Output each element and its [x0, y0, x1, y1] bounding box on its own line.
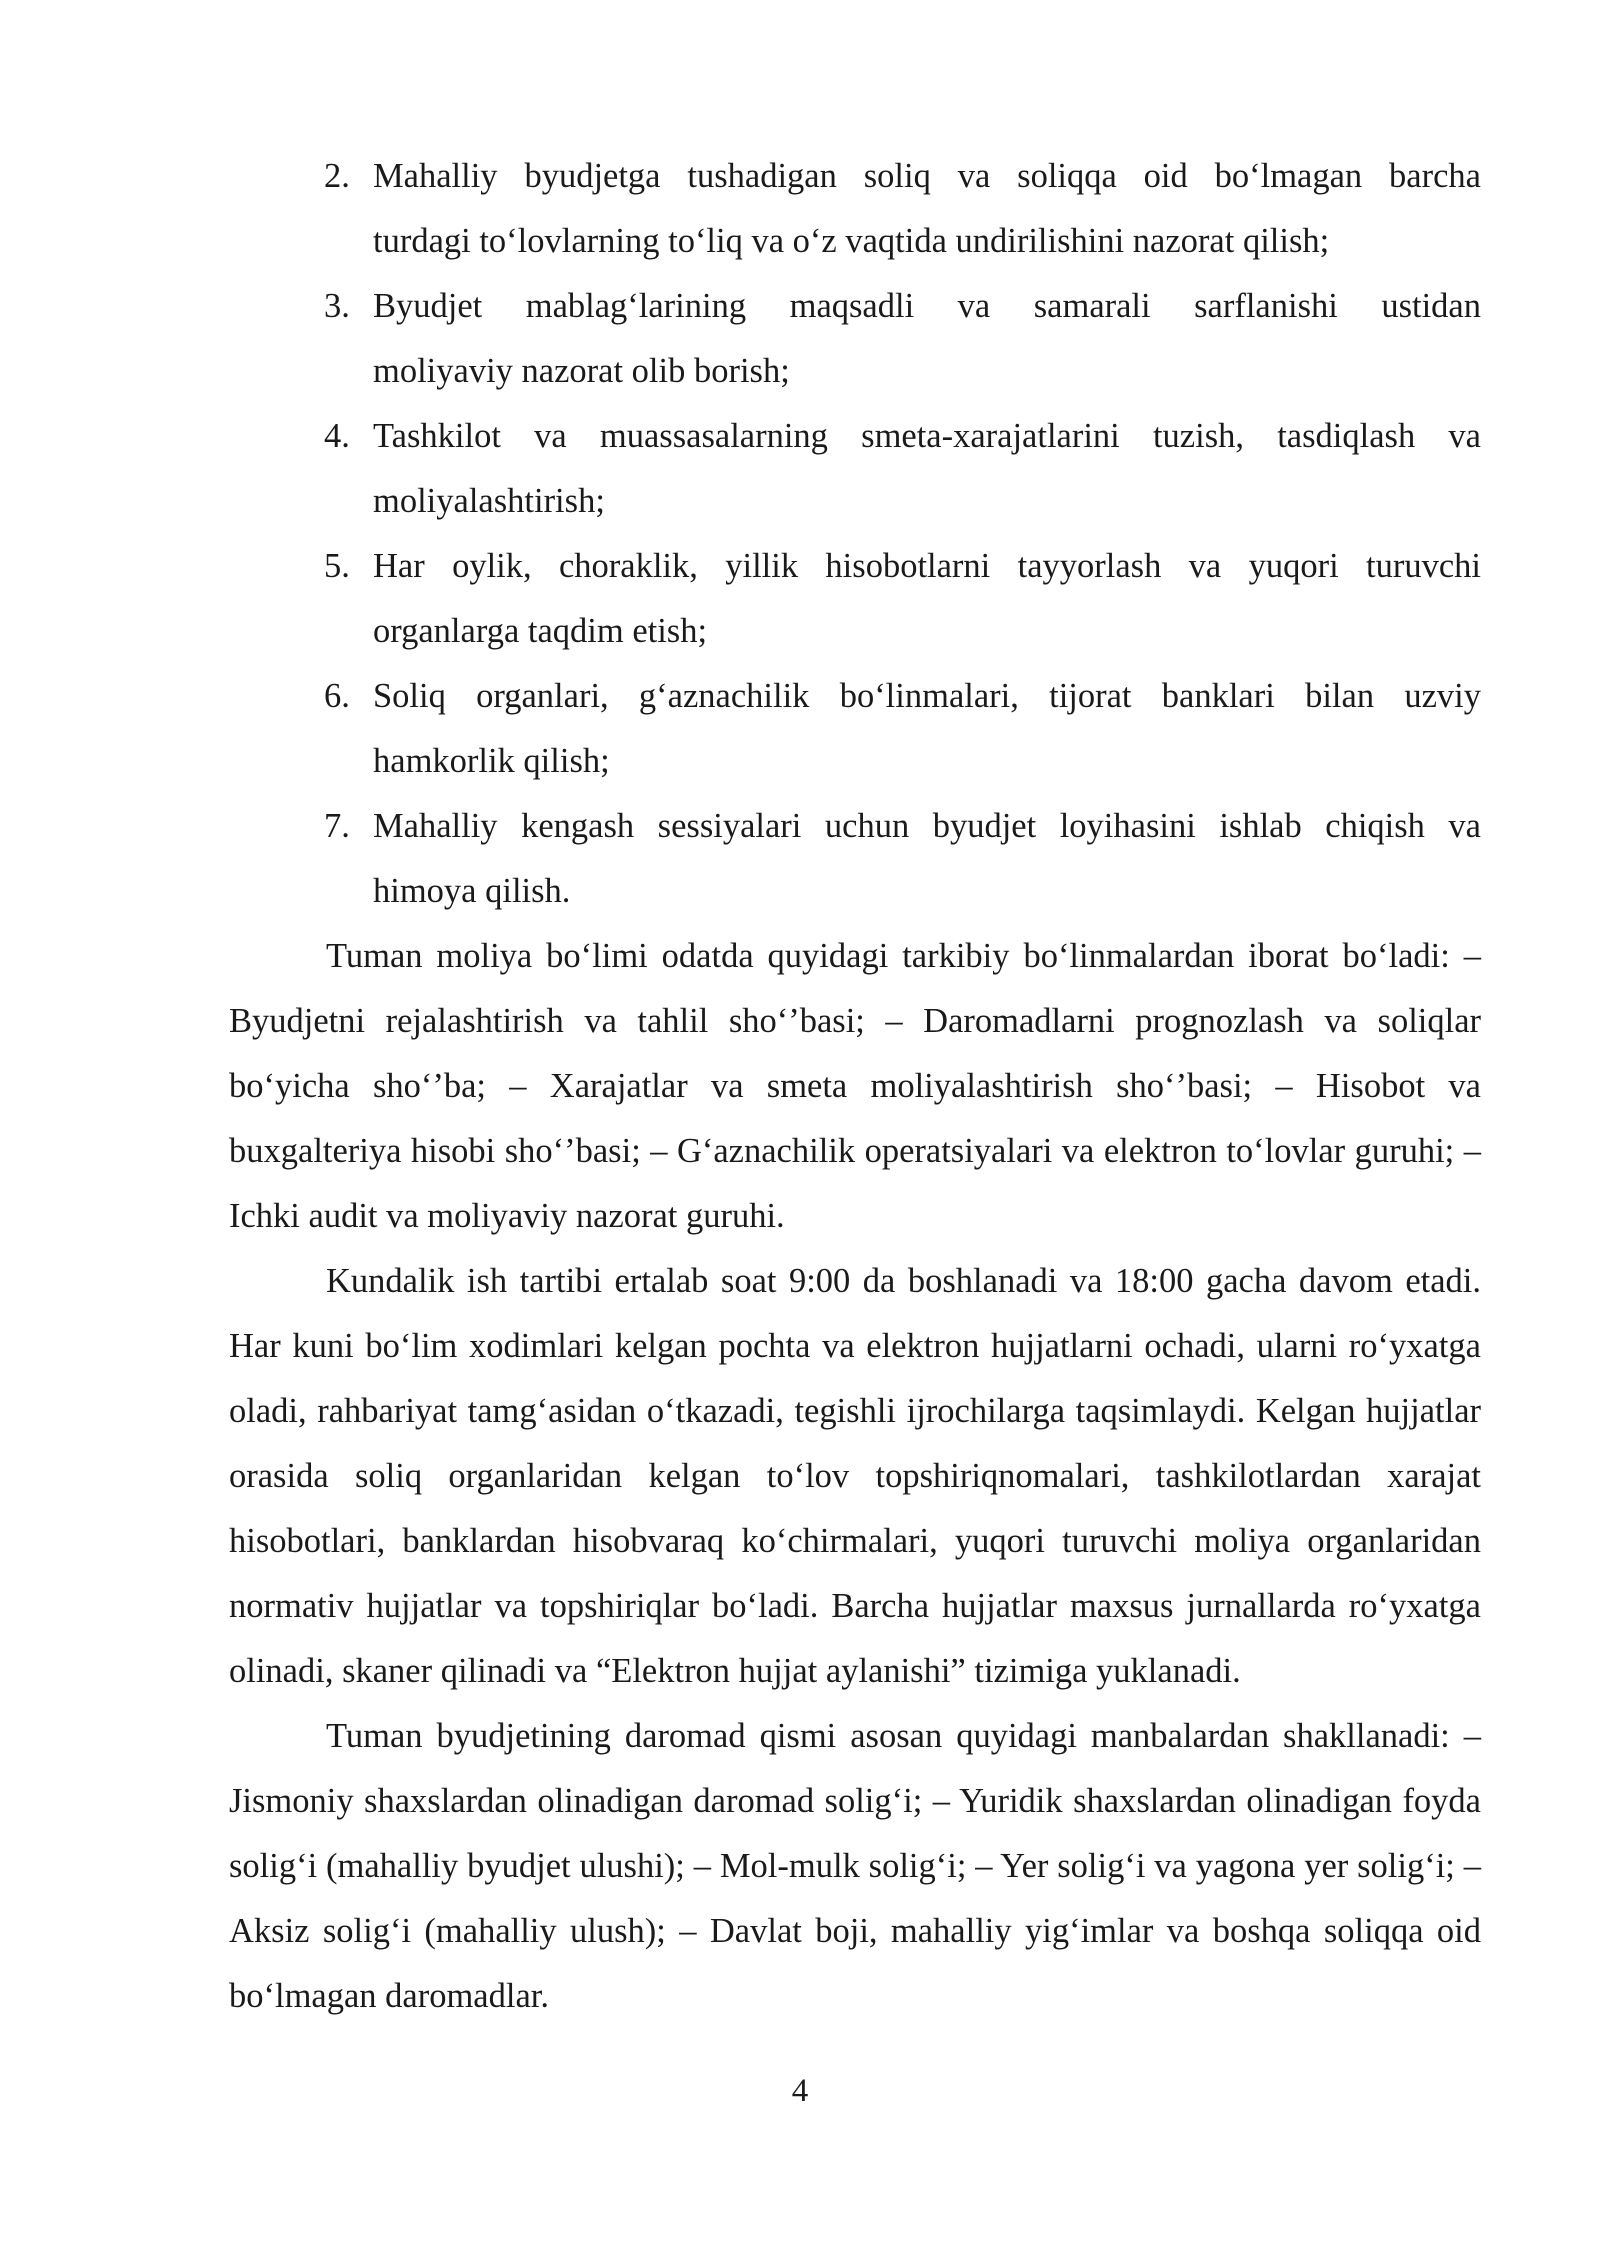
list-item-text: Mahalliy byudjetga tushadigan soliq va soliqqa oid bo‘lmagan barcha: [373, 157, 1481, 195]
list-item: [229, 794, 1481, 924]
list-item-number: 4.: [324, 417, 350, 455]
list-item-number: 6.: [324, 677, 350, 715]
list-item-text: Har oylik, choraklik, yillik hisobotlarni tayyorlash va yuqori turuvchi: [373, 547, 1481, 585]
list-item-number: 2.: [324, 157, 350, 195]
page-content: [229, 144, 1481, 2029]
list-item-number: 7.: [324, 807, 350, 845]
list-item-text: Mahalliy kengash sessiyalari uchun byudjet loyihasini ishlab chiqish va: [373, 807, 1481, 845]
list-item-text: Tashkilot va muassasalarning smeta-xarajatlarini tuzish, tasdiqlash va: [373, 417, 1481, 455]
responsibilities-list: [229, 144, 1481, 924]
list-item-text-continuation: himoya qilish.: [373, 872, 571, 910]
paragraph-revenue-sources: Tuman byudjetining daromad qismi asosan quyidagi manbalardan shakllanadi: – Jismoniy shaxslardan olinadigan daromad solig‘i; – Yuridik shaxslardan olinadigan foyda solig‘i (mahalliy byudjet ulushi); – Mol-mulk solig‘i; – Yer solig‘i va yagona yer solig‘i; – Aksiz solig‘i (mahalliy ulush); – Davlat boji, mahalliy yig‘imlar va boshqa soliqqa oid bo‘lmagan daromadlar.: [229, 1717, 1481, 2015]
list-item-number: 5.: [324, 547, 350, 585]
list-item-text-continuation: organlarga taqdim etish;: [373, 612, 708, 650]
list-item: [229, 664, 1481, 794]
list-item: [229, 144, 1481, 274]
list-item: [229, 534, 1481, 664]
paragraph-daily-routine: Kundalik ish tartibi ertalab soat 9:00 da boshlanadi va 18:00 gacha davom etadi. Har kuni bo‘lim xodimlari kelgan pochta va elektron hujjatlarni ochadi, ularni ro‘yxatga oladi, rahbariyat tamg‘asidan o‘tkazadi, tegishli ijrochilarga taqsimlaydi. Kelgan hujjatlar orasida soliq organlaridan kelgan to‘lov topshiriqnomalari, tashkilotlardan xarajat hisobotlari, banklardan hisobvaraq ko‘chirmalari, yuqori turuvchi moliya organlaridan normativ hujjatlar va topshiriqlar bo‘ladi. Barcha hujjatlar maxsus jurnallarda ro‘yxatga olinadi, skaner qilinadi va “Elektron hujjat aylanishi” tizimiga yuklanadi.: [229, 1262, 1481, 1690]
list-item-text: Byudjet mablag‘larining maqsadli va samarali sarflanishi ustidan: [373, 287, 1481, 325]
list-item: [229, 274, 1481, 404]
list-item-text-continuation: turdagi to‘lovlarning to‘liq va o‘z vaqtida undirilishini nazorat qilish;: [373, 222, 1330, 260]
list-item-text-continuation: moliyaviy nazorat olib borish;: [373, 352, 790, 390]
page-number: 4: [791, 2073, 809, 2109]
list-item-text-continuation: hamkorlik qilish;: [373, 742, 610, 780]
list-item-text-continuation: moliyalashtirish;: [373, 482, 605, 520]
list-item-text: Soliq organlari, g‘aznachilik bo‘linmalari, tijorat banklari bilan uzviy: [373, 677, 1481, 715]
list-item: [229, 404, 1481, 534]
paragraph-structure: Tuman moliya bo‘limi odatda quyidagi tarkibiy bo‘linmalardan iborat bo‘ladi: – Byudjetni rejalashtirish va tahlil sho‘’basi; – Daromadlarni prognozlash va soliqlar bo‘yicha sho‘’ba; – Xarajatlar va smeta moliyalashtirish sho‘’basi; – Hisobot va buxgalteriya hisobi sho‘’basi; – G‘aznachilik operatsiyalari va elektron to‘lovlar guruhi; – Ichki audit va moliyaviy nazorat guruhi.: [229, 937, 1481, 1235]
list-item-number: 3.: [324, 287, 350, 325]
